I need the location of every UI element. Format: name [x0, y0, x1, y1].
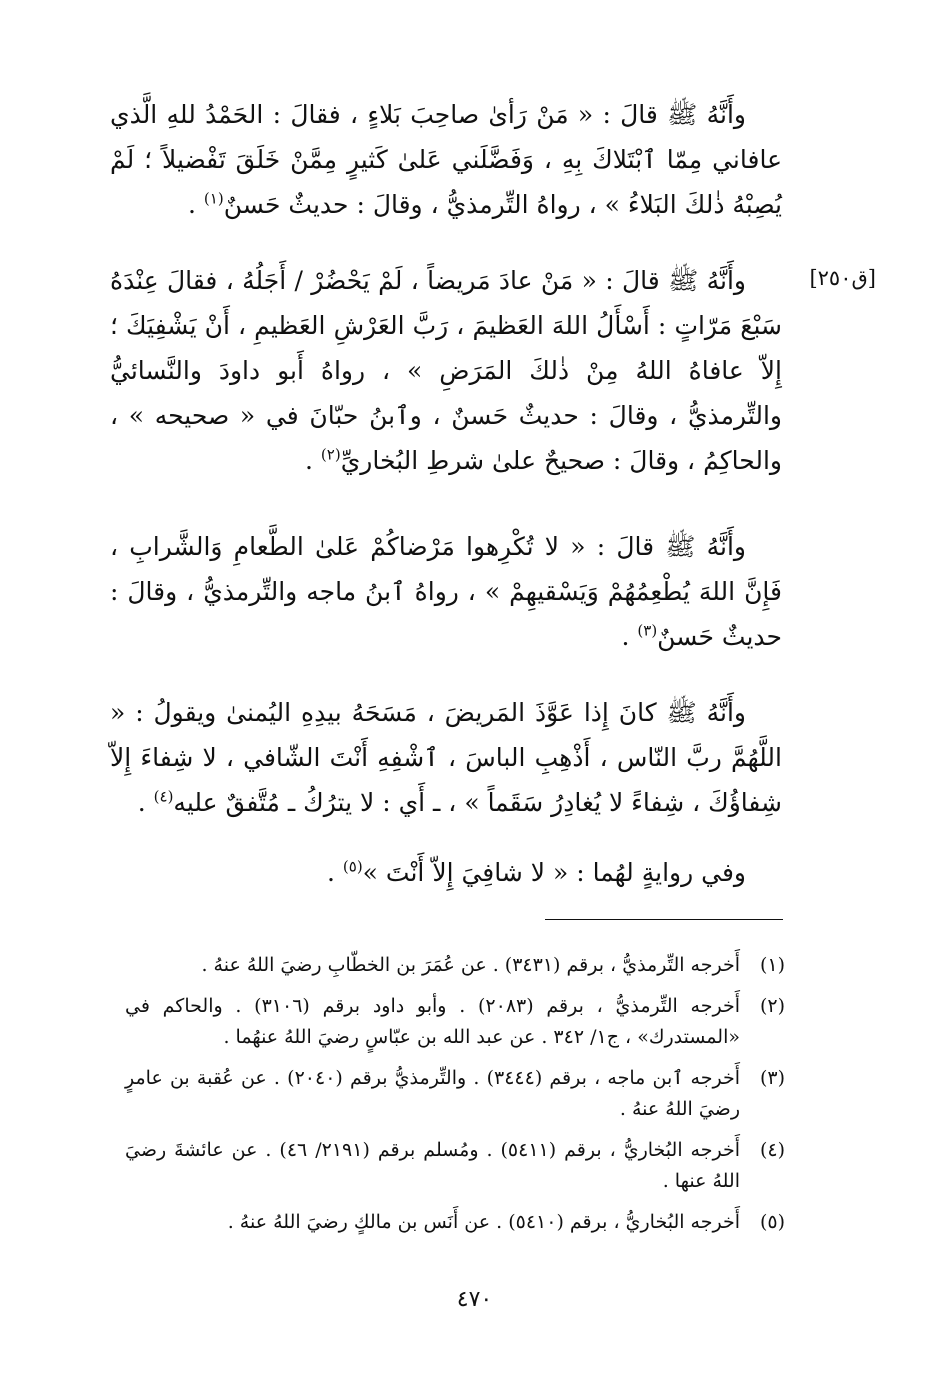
- footnote-text: أَخرجه ٱبن ماجه ، برقم (٣٤٤٤) . والتِّرمذيُّ برقم (٢٠٤٠) . عن عُقبة بن عامرٍ رضيَ اللهُ عنهُ .: [125, 1067, 740, 1120]
- paragraph-2: [110, 258, 782, 483]
- footnote-text: أَخرجه البُخاريُّ ، برقم (٥٤١٠) . عن أَنَس بن مالكٍ رضيَ اللهُ عنهُ .: [227, 1211, 740, 1233]
- paragraph-1: [110, 92, 782, 227]
- footnote-text: أَخرجه التِّرمذيُّ ، برقم (٢٠٨٣) . وأبو داود برقم (٣١٠٦) . والحاكم في «المستدرك» ، ج١/ ٣٤٢ . عن عبد الله بن عبّاسٍ رضيَ اللهُ عنهُما .: [125, 995, 740, 1048]
- footnote-number: (٥): [759, 1211, 785, 1233]
- footnotes: [125, 950, 785, 1248]
- manuscript-folio-marker: [ق٢٥٠]: [809, 266, 876, 290]
- paragraph-text: وأَنَّهُ ﷺ كانَ إِذا عَوَّذَ المَريضَ ، مَسَحَهُ بيدِهِ اليُمنىٰ ويقولُ : « اللَّهُمَّ ربَّ النّاس ، أَذْهِبِ الباسَ ، ٱشْفِهِ أَنْتَ الشّافي ، لا شِفاءَ إِلاّ شِفاؤُكَ ، شِفاءً لا يُغادِرُ سَقَماً » ، ـ أَي : لا يترُكُ ـ مُتَّفقٌ عليه: [110, 698, 782, 817]
- paragraph-end: .: [305, 446, 321, 475]
- footnote-ref[interactable]: (١): [203, 189, 224, 208]
- footnote-number: (٣): [759, 1067, 785, 1089]
- paragraph-text: وفي روايةٍ لهُما : « لا شافِيَ إِلاّ أَنْتَ »: [362, 858, 746, 887]
- footnote-item: [125, 1063, 785, 1125]
- footnote-ref[interactable]: (٤): [153, 787, 174, 806]
- paragraph-end: .: [188, 190, 204, 219]
- footnote-number: (١): [759, 954, 785, 976]
- paragraph-end: .: [326, 858, 343, 887]
- footnote-ref[interactable]: (٣): [637, 621, 658, 640]
- footnote-item: [125, 991, 785, 1053]
- footnote-number: (٢): [759, 995, 785, 1017]
- footnote-ref[interactable]: (٥): [342, 857, 363, 876]
- footnote-number: (٤): [759, 1139, 785, 1161]
- footnote-text: أَخرجه التِّرمذيُّ ، برقم (٣٤٣١) . عن عُمَرَ بن الخطّابِ رضيَ اللهُ عنهُ .: [201, 954, 740, 976]
- page-number: ٤٧٠: [456, 1287, 493, 1312]
- paragraph-end: .: [621, 622, 638, 651]
- paragraph-text: وأَنَّهُ ﷺ قالَ : « مَنْ عادَ مَريضاً ، لَمْ يَحْضُرْ / أَجَلُهُ ، فقالَ عِنْدَهُ سَبْعَ مَرّاتٍ : أَسْأَلُ اللهَ العَظيمَ ، رَبَّ العَرْشِ العَظيمِ ، أَنْ يَشْفِيَكَ ؛ إِلاّ عافاهُ اللهُ مِنْ ذٰلكَ المَرَضِ » ، رواهُ أَبو داودَ والنَّسائيُّ والتِّرمذيُّ ، وقالَ : حديثٌ حَسنٌ ، وٱبنُ حبّانَ في « صحيحه » ، والحاكِمُ ، وقالَ : صحيحٌ علىٰ شرطِ البُخاريِّ: [110, 266, 782, 475]
- footnote-item: [125, 1207, 785, 1238]
- paragraph-end: .: [137, 788, 154, 817]
- paragraph-4: [110, 690, 782, 825]
- footnote-text: أَخرجه البُخاريُّ ، برقم (٥٤١١) . ومُسلم برقم (٢١٩١/ ٤٦) . عن عائشةَ رضيَ اللهُ عنها .: [125, 1139, 740, 1192]
- footnote-item: [125, 950, 785, 981]
- paragraph-text: وأَنَّهُ ﷺ قالَ : « لا تُكْرِهوا مَرْضاكُمْ عَلىٰ الطَّعامِ وَالشَّرابِ ، فَإِنَّ اللهَ يُطْعِمُهُمْ وَيَسْقيهِمْ » ، رواهُ ٱبنُ ماجه والتِّرمذيُّ ، وقالَ : حديثٌ حَسنٌ: [110, 532, 782, 651]
- paragraph-3: [110, 524, 782, 659]
- footnote-item: [125, 1135, 785, 1197]
- paragraph-5: [110, 850, 782, 895]
- footnote-ref[interactable]: (٢): [320, 445, 341, 464]
- footnote-divider: [545, 919, 783, 920]
- paragraph-text: وأَنَّهُ ﷺ قالَ : « مَنْ رَأىٰ صاحِبَ بَلاءٍ ، فقالَ : الحَمْدُ للهِ الَّذي عافاني مِمّا ٱبْتَلاكَ بِهِ ، وَفَضَّلَني عَلىٰ كَثيرٍ مِمَّنْ خَلَقَ تَفْضيلاً ؛ لَمْ يُصِبْهُ ذٰلكَ البَلاءُ » ، رواهُ التِّرمذيُّ ، وقالَ : حديثٌ حَسنٌ: [110, 100, 782, 219]
